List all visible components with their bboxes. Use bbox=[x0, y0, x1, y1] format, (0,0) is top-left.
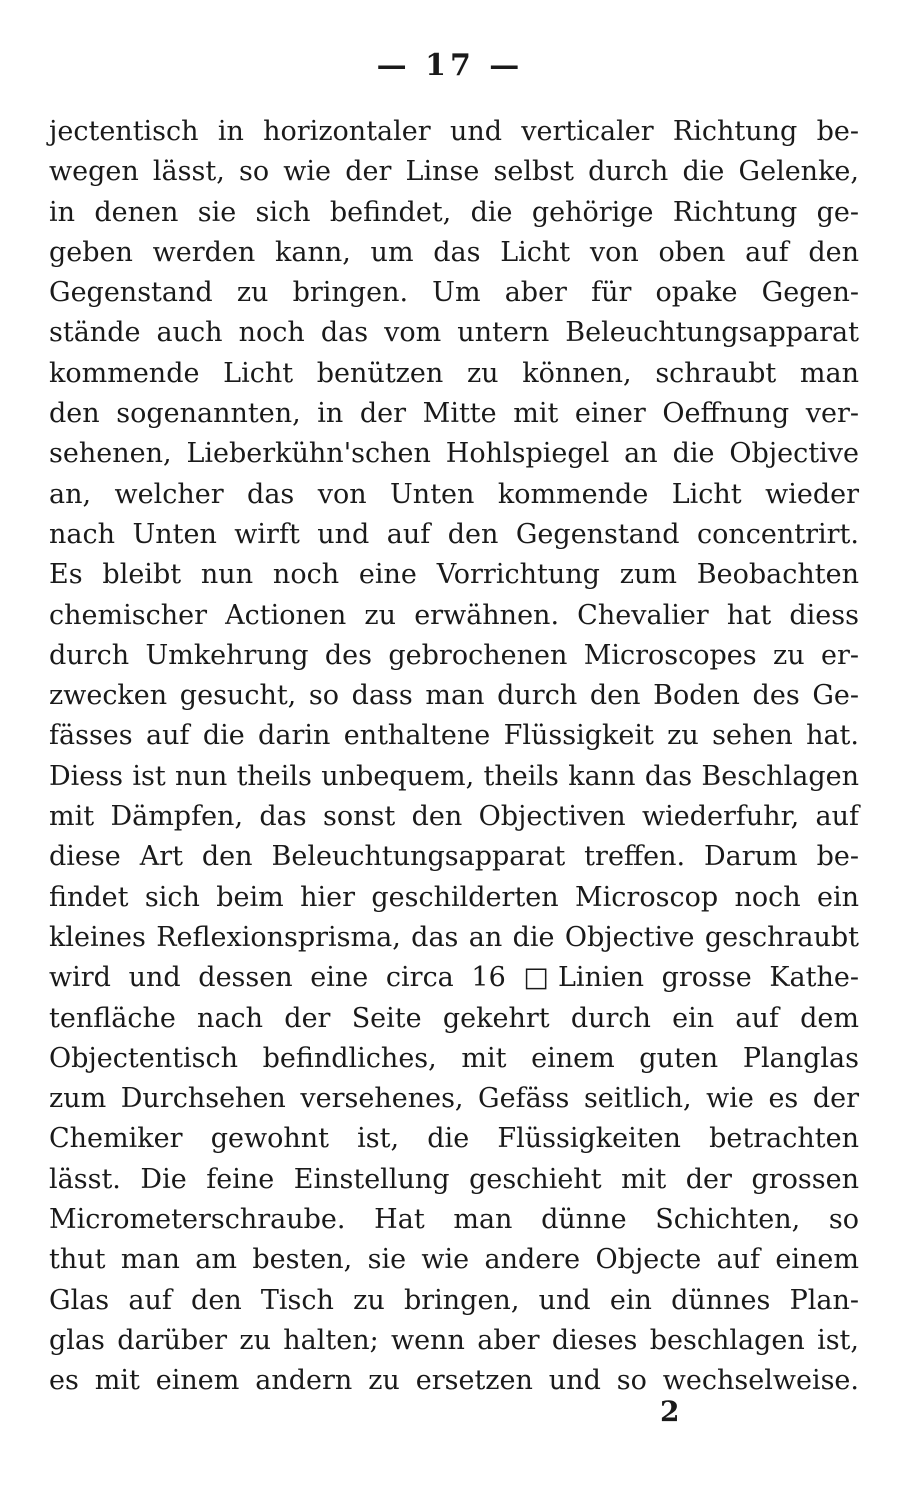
body-text bbox=[49, 112, 859, 1402]
text-line: tenfläche nach der Seite gekehrt durch ein auf dem bbox=[49, 1002, 859, 1034]
text-line: chemischer Actionen zu erwähnen. Chevalier hat diess bbox=[49, 599, 859, 631]
signature-mark: 2 bbox=[660, 1395, 680, 1428]
text-line: Gegenstand zu bringen. Um aber für opake Gegen- bbox=[49, 277, 859, 309]
page-number-header: — 17 — bbox=[376, 48, 524, 83]
text-line: fässes auf die darin enthaltene Flüssigkeit zu sehen hat. bbox=[49, 720, 859, 752]
text-line: diese Art den Beleuchtungsapparat treffen. Darum be- bbox=[49, 841, 859, 873]
text-line: nach Unten wirft und auf den Gegenstand concentrirt. bbox=[49, 518, 859, 550]
text-line: glas darüber zu halten; wenn aber dieses beschlagen ist, bbox=[49, 1324, 859, 1356]
text-line: Objectentisch befindliches, mit einem guten Planglas bbox=[49, 1042, 859, 1074]
text-line: durch Umkehrung des gebrochenen Microscopes zu er- bbox=[49, 639, 859, 671]
text-line: zum Durchsehen versehenes, Gefäss seitlich, wie es der bbox=[49, 1083, 859, 1115]
text-line: lässt. Die feine Einstellung geschieht mit der grossen bbox=[49, 1163, 859, 1195]
text-line: es mit einem andern zu ersetzen und so wechselweise. bbox=[49, 1365, 859, 1397]
text-line: Glas auf den Tisch zu bringen, und ein dünnes Plan- bbox=[49, 1284, 859, 1316]
text-line: zwecken gesucht, so dass man durch den Boden des Ge- bbox=[49, 680, 859, 712]
text-line: jectentisch in horizontaler und verticaler Richtung be- bbox=[49, 116, 859, 147]
text-line: thut man am besten, sie wie andere Objecte auf einem bbox=[49, 1244, 859, 1276]
text-line: mit Dämpfen, das sonst den Objectiven wiederfuhr, auf bbox=[49, 801, 859, 833]
text-line: kommende Licht benützen zu können, schraubt man bbox=[49, 357, 859, 389]
text-line: Es bleibt nun noch eine Vorrichtung zum Beobachten bbox=[49, 559, 859, 591]
text-line: Micrometerschraube. Hat man dünne Schichten, so bbox=[49, 1204, 859, 1236]
text-line: in denen sie sich befindet, die gehörige Richtung ge- bbox=[49, 196, 859, 228]
text-line: geben werden kann, um das Licht von oben auf den bbox=[49, 236, 859, 268]
text-line: Diess ist nun theils unbequem, theils kann das Beschlagen bbox=[49, 760, 859, 792]
text-line: den sogenannten, in der Mitte mit einer Oeffnung ver- bbox=[49, 398, 859, 430]
text-line: sehenen, Lieberkühn'schen Hohlspiegel an die Objective bbox=[49, 438, 859, 470]
text-line: stände auch noch das vom untern Beleuchtungsapparat bbox=[49, 317, 859, 349]
text-line: wegen lässt, so wie der Linse selbst durch die Gelenke, bbox=[49, 156, 859, 188]
text-line: an, welcher das von Unten kommende Licht wieder bbox=[49, 478, 859, 510]
text-line: kleines Reflexionsprisma, das an die Objective geschraubt bbox=[49, 921, 859, 953]
text-line: wird und dessen eine circa 16 □Linien grosse Kathe- bbox=[49, 962, 859, 994]
text-line: findet sich beim hier geschilderten Microscop noch ein bbox=[49, 881, 859, 913]
text-line: Chemiker gewohnt ist, die Flüssigkeiten betrachten bbox=[49, 1123, 859, 1155]
